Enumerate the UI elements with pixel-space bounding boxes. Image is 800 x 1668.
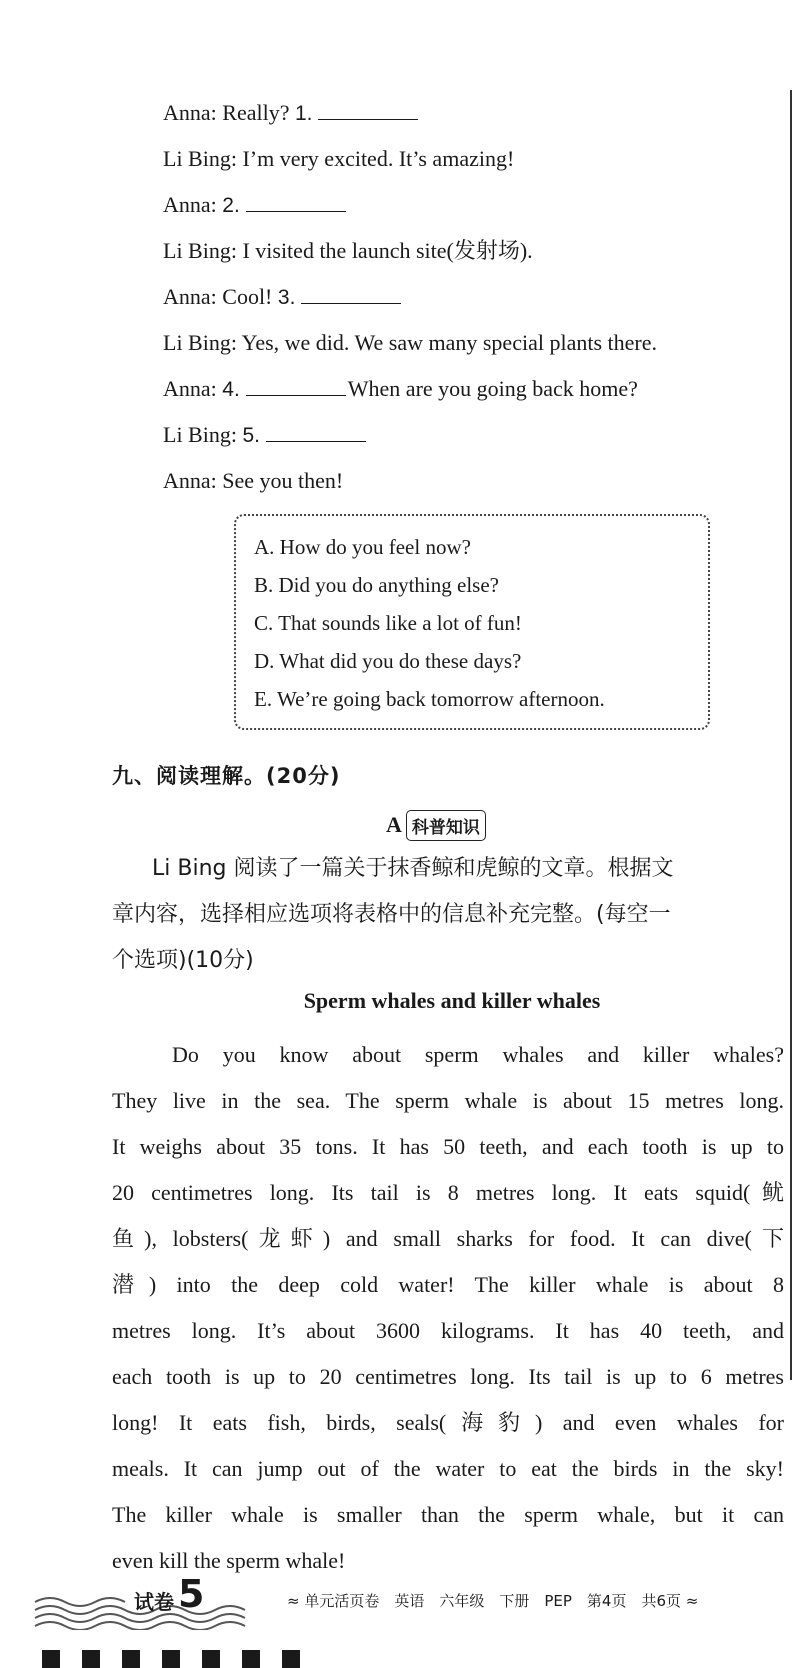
passage-tag — [386, 809, 486, 841]
dialogue-line-7 — [163, 366, 657, 412]
article-line: 潜) into the deep cold water! The killer whale is about 8 — [112, 1272, 784, 1297]
dialogue-text: Li Bing: I visited the launch site(发射场). — [163, 238, 533, 263]
dialogue-text: Anna: — [163, 376, 223, 401]
article-line: meals. It can jump out of the water to eat the birds in the sky! — [112, 1456, 784, 1481]
article-line: It weighs about 35 tons. It has 50 teeth, and each tooth is up to — [112, 1134, 784, 1159]
section-title: 九、阅读理解。(20分) — [112, 764, 341, 788]
article-line: 20 centimetres long. Its tail is 8 metres long. It eats squid(鱿 — [112, 1180, 784, 1205]
dialogue-line-3 — [163, 182, 657, 228]
dialogue-line-2 — [163, 136, 657, 182]
answer-blank-5 — [266, 423, 366, 442]
dialogue-line-4 — [163, 228, 657, 274]
options-box — [234, 514, 710, 730]
dialogue-text: Li Bing: I’m very excited. It’s amazing! — [163, 146, 515, 171]
article-line: each tooth is up to 20 centimetres long. Its tail is up to 6 metres — [112, 1364, 784, 1389]
article-line: long! It eats fish, birds, seals(海豹) and even whales for — [112, 1410, 784, 1435]
article-line: Do you know about sperm whales and killer whales? — [172, 1042, 784, 1067]
article-line: metres long. It’s about 3600 kilograms. It has 40 teeth, and — [112, 1318, 784, 1343]
dialogue-text: Li Bing: Yes, we did. We saw many special plants there. — [163, 330, 657, 355]
instruction-line: 个选项)(10分) — [112, 948, 254, 973]
page-edge-line — [790, 90, 792, 1380]
marker-square — [42, 1650, 60, 1668]
dialogue-line-5 — [163, 274, 657, 320]
blank-number: 3. — [277, 286, 296, 309]
marker-square — [282, 1650, 300, 1668]
article-title: Sperm whales and killer whales — [303, 988, 601, 1013]
dialogue-text: Anna: — [163, 192, 223, 217]
marker-square — [122, 1650, 140, 1668]
answer-blank-4 — [246, 377, 346, 396]
footer-label: 试卷 — [134, 1590, 174, 1614]
bottom-marker-squares — [42, 1650, 322, 1668]
blank-number: 5. — [242, 424, 260, 447]
dialogue-line-8 — [163, 412, 657, 458]
option-a: A. How do you feel now? — [254, 535, 471, 559]
dialogue-text: Li Bing: — [163, 422, 243, 447]
article-line: The killer whale is smaller than the sperm whale, but it can — [112, 1502, 784, 1527]
blank-number: 1. — [294, 102, 313, 125]
dialogue — [163, 90, 657, 504]
option-e: E. We’re going back tomorrow afternoon. — [254, 687, 605, 711]
dialogue-text: Anna: See you then! — [163, 468, 344, 493]
dialogue-line-9 — [163, 458, 657, 504]
passage-badge: 科普知识 — [406, 810, 486, 841]
dialogue-line-1 — [163, 90, 657, 136]
marker-square — [242, 1650, 260, 1668]
option-d: D. What did you do these days? — [254, 649, 522, 673]
article-body — [112, 1032, 784, 1584]
blank-number: 4. — [222, 378, 240, 401]
option-b: B. Did you do anything else? — [254, 573, 499, 597]
footer-info: ≈ 单元活页卷 英语 六年级 下册 PEP 第4页 共6页 ≈ — [287, 1592, 699, 1610]
instruction-line: Li Bing 阅读了一篇关于抹香鲸和虎鲸的文章。根据文 — [152, 856, 674, 881]
blank-number: 2. — [222, 194, 240, 217]
answer-blank-3 — [301, 285, 401, 304]
instruction — [112, 846, 792, 984]
answer-blank-1 — [318, 101, 418, 120]
dialogue-text: Anna: Cool! — [163, 284, 278, 309]
answer-blank-2 — [246, 193, 346, 212]
instruction-line: 章内容，选择相应选项将表格中的信息补充完整。(每空一 — [112, 902, 671, 927]
marker-square — [162, 1650, 180, 1668]
marker-square — [82, 1650, 100, 1668]
passage-letter: A — [386, 812, 402, 837]
marker-square — [202, 1650, 220, 1668]
page-number: 5 — [178, 1572, 205, 1616]
dialogue-text: Anna: Really? — [163, 100, 295, 125]
article-line: They live in the sea. The sperm whale is about 15 metres long. — [112, 1088, 784, 1113]
dialogue-line-6 — [163, 320, 657, 366]
dialogue-text-after: When are you going back home? — [347, 376, 638, 401]
article-line: even kill the sperm whale! — [112, 1548, 346, 1573]
page-footer — [30, 1572, 790, 1630]
article-line: 鱼), lobsters(龙虾) and small sharks for food. It can dive(下 — [112, 1226, 784, 1251]
option-c: C. That sounds like a lot of fun! — [254, 611, 522, 635]
